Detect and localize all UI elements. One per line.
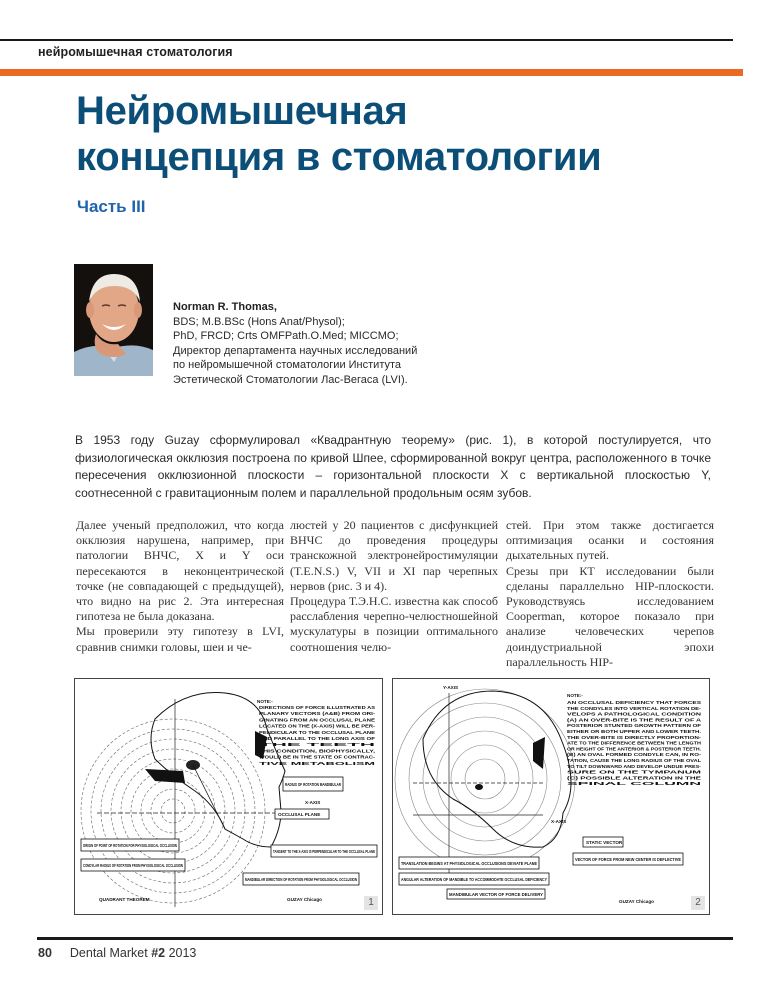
figure-1 [74,678,383,915]
figure-note-line: VELOPS A PATHOLOGICAL CONDITION [567,711,703,717]
figure-note-line: OR HEIGHT OF THE ANTERIOR & POSTERIOR TEETH. [567,746,701,752]
figure-note-line: POSTERIOR STUNTED GROWTH PATTERN OF [567,723,702,729]
article-subtitle: Часть III [77,197,146,216]
author-credentials-2: PhD, FRCD; Crts OMFPath.O.Med; MICCMO; [173,330,399,342]
figure-note-line: (B) AN OVAL FORMED CONDYLE CAN, IN RO- [567,752,702,758]
fig1-signature: GUZAY Chicago [287,897,322,902]
occlusal-deficiency-diagram-icon [393,679,708,913]
issue-year: 2013 [165,946,197,960]
figure-note-line: AN OCCLUSAL DEFICIENCY THAT FORCES [567,700,701,705]
title-line-1: Нейромышечная [76,89,408,133]
body-paragraph: Мы проверили эту гипотезу в LVI, сравнив снимки головы, шеи и че- [76,624,284,654]
fig1-note-title: NOTE:- [257,699,273,704]
fig2-note-lines [567,700,703,786]
figure-note-line: AND PARALLEL TO THE LONG AXIS OF [259,736,376,741]
fig1-label-origin: ORIGIN OF POINT OF ROTATION FOR PHYSIOLOGICAL OCCLUSION [83,843,178,848]
figure-note-line: EITHER OR BOTH UPPER AND LOWER TEETH. [567,729,701,734]
figure-note-line: SURE ON THE TYMPANUM [567,769,702,775]
body-paragraph: стей. При этом также достигается оптимизация осанки и состояния дыхательных путей. [506,518,714,563]
figure-note-line: GINATING FROM AN OCCLUSAL PLANE [259,717,375,723]
figure-2 [392,678,710,915]
magazine-name: Dental Market [69,946,152,960]
fig2-label-vector-force: VECTOR OF FORCE FROM NEW CENTER IS DEFLECTIVE [575,857,681,862]
author-position-2: по нейромышечной стоматологии Института [173,359,402,371]
section-label: нейромышечная стоматология [38,45,233,59]
figure-note-line: THE OVER-BITE IS DIRECTLY PROPORTION- [567,734,702,740]
author-credentials-1: BDS; M.B.BSc (Hons Anat/Physol); [173,315,345,328]
figure-note-line: DIRECTIONS OF FORCE ILLUSTRATED AS [259,705,375,710]
fig2-label-x-axis: X-AXIS [551,819,567,824]
fig1-label-quadrant: QUADRANT THEOREM [99,897,150,902]
body-column-2 [290,518,498,670]
fig1-note-lines [259,705,378,766]
figure-note-line: (C) POSSIBLE ALTERATION IN THE [567,775,701,781]
fig2-label-static-vector: STATIC VECTOR [586,840,623,845]
author-position-1: Директор департамента научных исследований [173,344,418,357]
figure-note-line: THE CONDYLES INTO VERTICAL ROTATION DE- [567,705,702,711]
fig2-label-angular: ANGULAR ALTERATION OF MANDIBLE TO ACCOMMODATE OCCLUSAL DEFICIENCY [401,877,547,882]
concentric-arcs [81,719,265,903]
lead-paragraph: В 1953 году Guzay сформулировал «Квадрантную теорему» (рис. 1), в которой постулируется, что физиологическая окклюзия построена по кривой Шпее, сформированной вокруг центра, расположенного в точке пересечения окклюзионной плоскости – горизонтальной плоскости X с вертикальной плоскостью Y, соотнесенной с гравитационным полем и параллельной продольным осям зубов. [75,433,711,500]
body-column-3 [506,518,714,670]
body-paragraph: Срезы при КТ исследовании были сделаны параллельно HIP-плоскости. Руководствуясь исследованием Cooperman, которое показало при анализе человеческих черепов доиндустриальной эпохи параллельность HIP- [506,563,714,669]
fig2-note-title: NOTE:- [567,693,583,698]
fig2-label-y-axis: Y-AXIS [443,685,459,690]
title-line-2: концепция в стоматологии [76,135,602,179]
figure-note-line: PENDICULAR TO THE OCCLUSAL PLANE [259,729,375,735]
fig1-label-tangent: TANGENT TO THE X-AXIS IS PERPENDICULAR TO THE OCCLUSAL PLANE [273,849,375,854]
top-rule [0,39,733,41]
body-paragraph: Далее ученый предположил, что когда окклюзия нарушена, например, при патологии ВНЧС, X и Y оси пересекаются в неконцентрической точке (не совпадающей с предыдущей), что видно на рис 2. Эта интересная гипотеза не была доказана. [76,518,284,624]
body-paragraph: люстей у 20 пациентов с дисфункцией ВНЧС до проведения процедуры транскожной электронейростимуляции (T.E.N.S.) V, VII и XI пар черепных нервов (рис. 3 и 4). [290,518,498,593]
fig1-label-occlusal: OCCLUSAL PLANE [278,812,321,817]
author-portrait-icon [74,264,153,376]
author-position-3: Эстетической Стоматологии Лас-Вегаса (LVI). [173,373,408,386]
fig1-label-radius: RADIUS OF ROTATION MANDIBULAR [285,782,342,787]
fig1-label-x-axis: X-AXIS [305,800,321,805]
page-number: 80 [38,946,52,960]
figure-note-line: TATION, CAUSE THE LONG RADIUS OF THE OVAL [567,758,702,763]
quadrant-theorem-diagram-icon [75,679,381,913]
issue-number: #2 [151,946,166,960]
author-info [173,300,417,387]
figure-note-line: THE TEETH [259,742,379,748]
body-paragraph: Процедура Т.Э.Н.С. известна как способ расслабления черепно-челюстношейной мускулатуры в позиции оптимального соотношения челю- [290,594,498,654]
author-name: Norman R. Thomas, [173,301,277,313]
figure-note-line: SPINAL COLUMN [567,781,704,787]
figure-note-line: THIS CONDITION, BIOPHYSICALLY, [259,748,375,754]
figure-number: 2 [691,896,705,910]
figure-number: 1 [364,896,378,910]
figure-note-line: ATE TO THE DIFFERENCE BETWEEN THE LENGTH [567,740,702,746]
figure-note-line: LOCATED ON THE (X-AXIS) WILL BE PER- [259,723,376,729]
figure-note-line: PLANARY VECTORS (A&B) FROM ORI- [259,711,376,717]
fig2-label-translation: TRANSLATION BEGINS AT PHYSIOLOGICAL OCCLUSIONS DEVIATE PLANE [401,861,537,866]
fig1-label-mandibular: MANDIBULAR DIRECTION OF ROTATION FROM PHYSIOLOGICAL OCCLUSION [245,877,358,882]
bottom-rule [37,937,733,940]
article-title [76,88,601,180]
page-footer [38,946,196,960]
figure-note-line: TIVE METABOLISM [259,760,376,766]
author-photo [74,264,153,376]
body-column-1 [76,518,284,670]
orange-accent-bar [0,69,743,76]
fig2-signature: GUZAY Chicago [619,899,654,904]
figure-note-line: (A) AN OVER-BITE IS THE RESULT OF A [567,717,703,723]
figure-note-line: WOULD BE IN THE STATE OF CONTRAC- [259,754,376,760]
fig2-label-mandibular-vector: MANDIBULAR VECTOR OF FORCE DELIVERY [449,892,543,897]
figure-note-line: TO TILT DOWNWARD AND DEVELOP UNDUE PRES- [567,763,702,769]
fig1-label-condylar: CONDYLAR RADIUS OF ROTATION FROM PHYSIOLOGICAL OCCLUSION [83,863,184,868]
